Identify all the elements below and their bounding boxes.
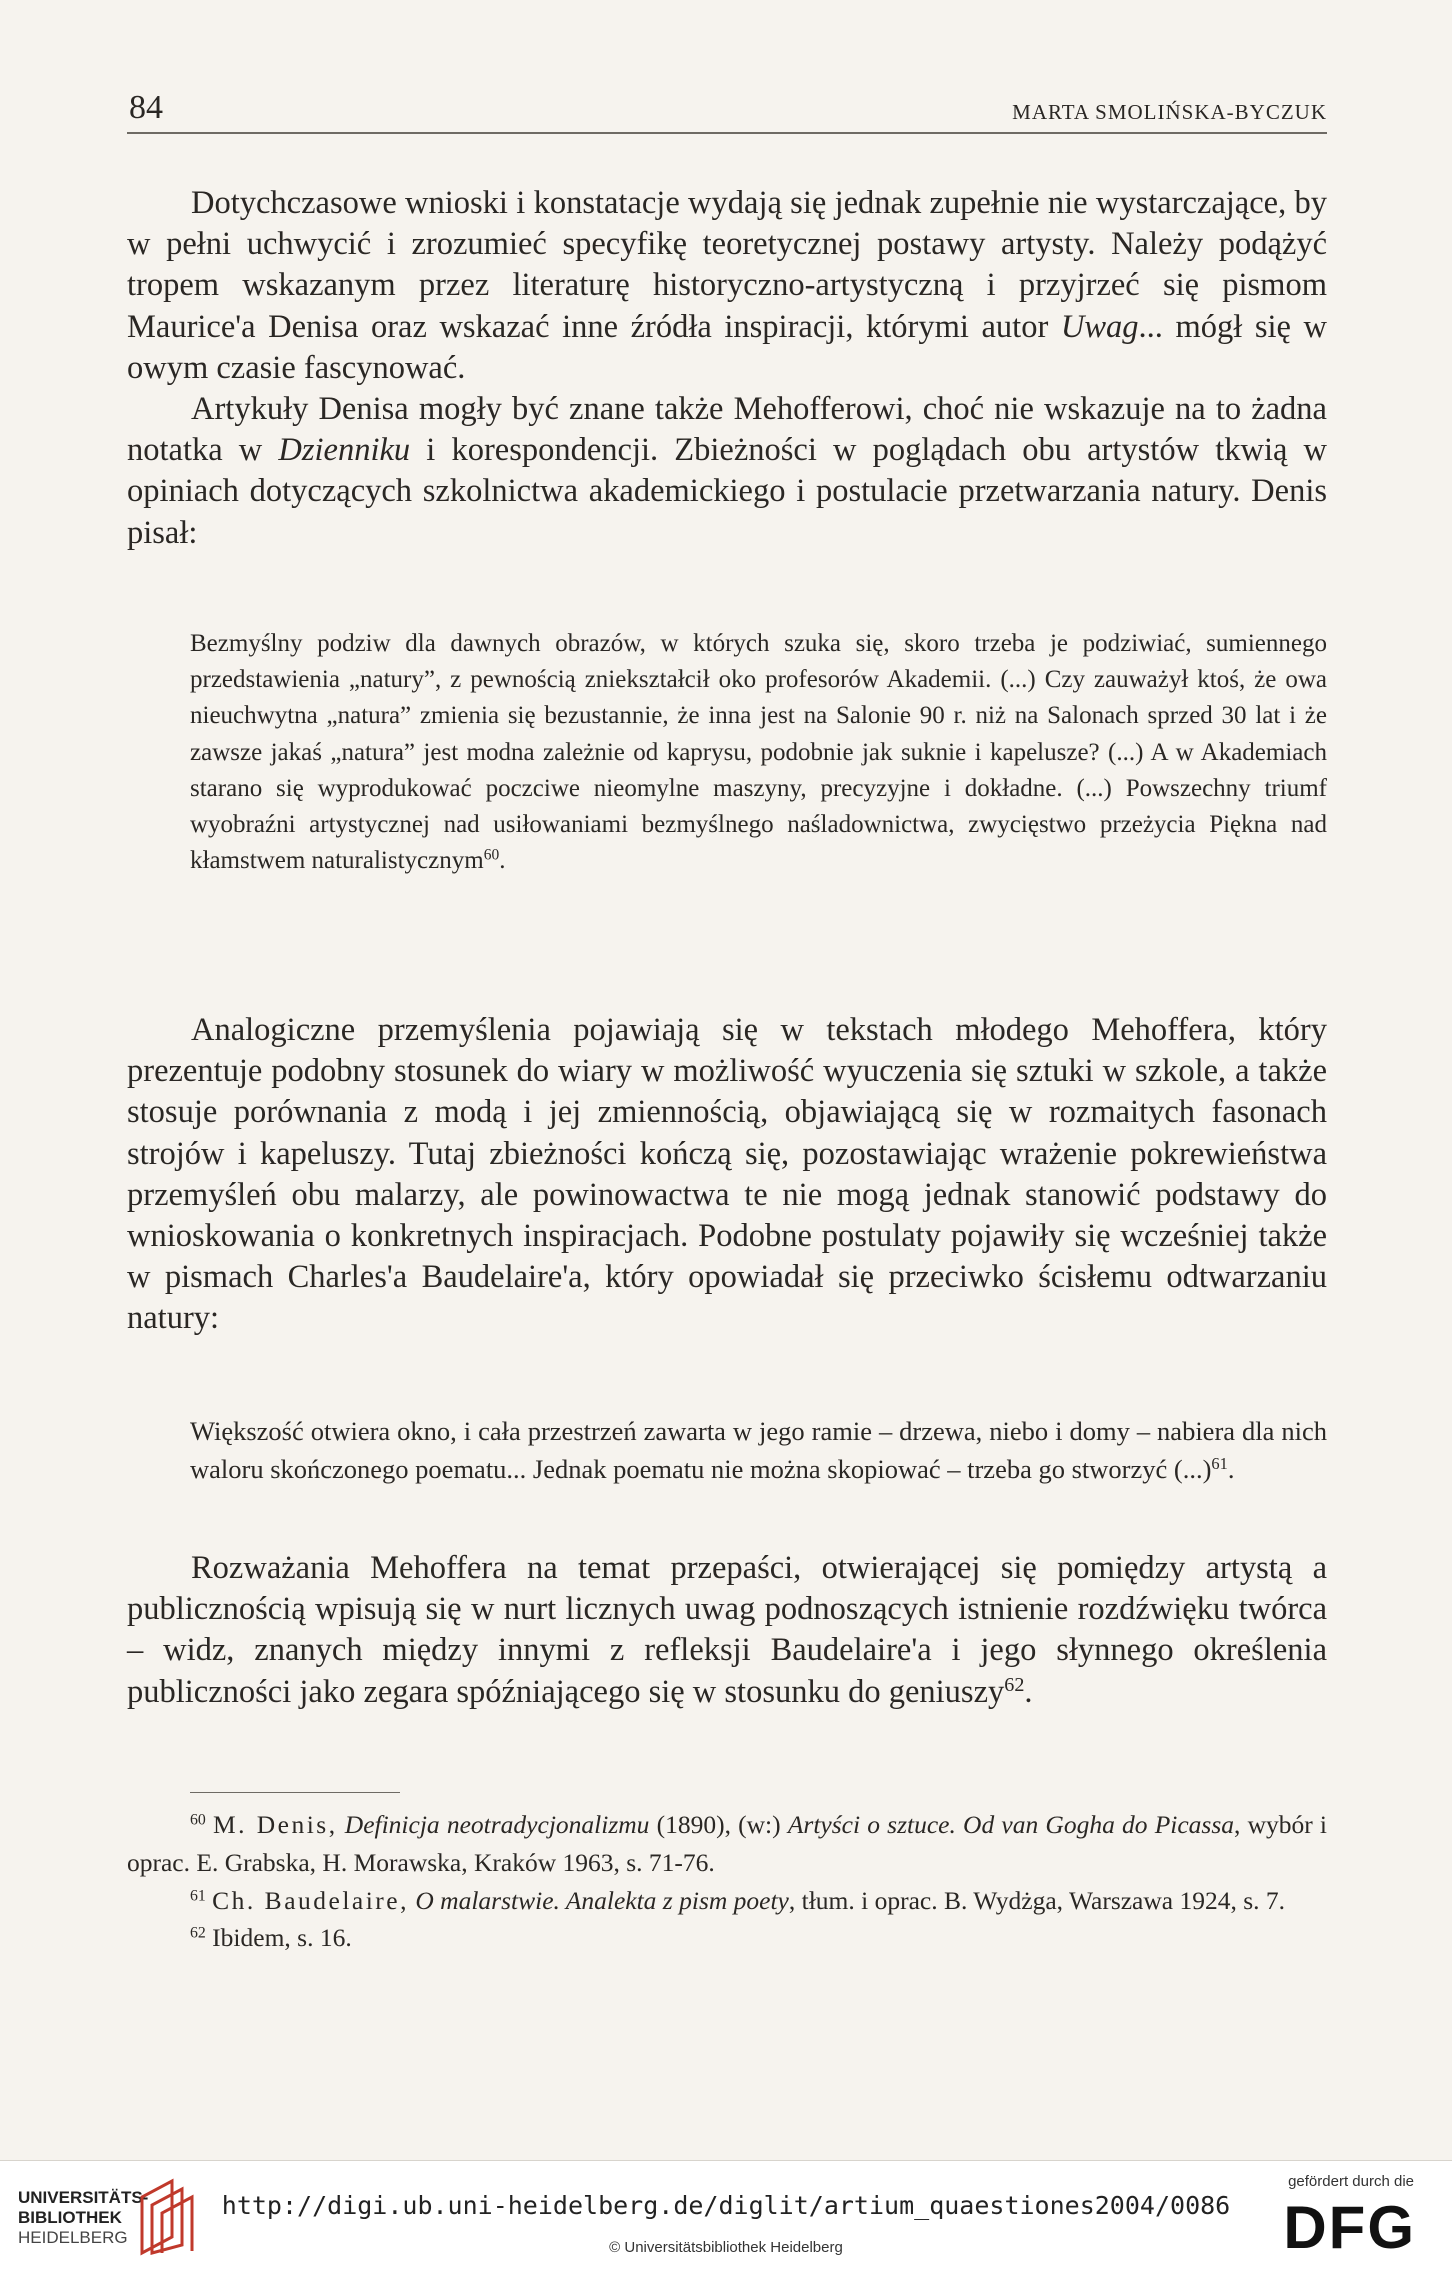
source-url-link[interactable]: http://digi.ub.uni-heidelberg.de/diglit/artium_quaestiones2004/0086 [221,2191,1231,2220]
block-quote-denis: Bezmyślny podziw dla dawnych obrazów, w których szuka się, skoro trzeba je podziwiać, sumiennego przedstawienia „natury”, z pewnością zniekształcił oko profesorów Akademii. (...) Czy zauważył ktoś, że owa nieuchwytna „natura” zmienia się bezustannie, że inna jest na Salonie 90 r. niż na Salonach sprzed 30 lat i że zawsze jakaś „natura” jest modna zależnie od kaprysu, podobnie jak suknie i kapelusze? (...) A w Akademiach starano się wyprodukować poczciwe nieomylne maszyny, precyzyjne i dokładne. (...) Powszechny triumf wyobraźni artystycznej nad usiłowaniami bezmyślnego naśladownictwa, zwycięstwo przeżycia Piękna nad kłamstwem naturalistycznym$^{60}$. [190,630,1327,875]
running-head [127,88,1327,134]
footnote-61: $^{61}$ Ch. Baudelaire, O malarstwie. Analekta z pism poety, tłum. i oprac. B. Wydżga, Warszawa 1924, s. 7. [190,1885,1286,1915]
paragraph-2: Artykuły Denisa mogły być znane także Mehofferowi, choć nie wskazuje na to żadna notatka w Dzienniku i korespondencji. Zbieżności w poglądach obu artystów tkwią w opiniach dotyczących szkolnictwa akademickiego i postulacie przetwarzania natury. Denis pisał: [127,391,1327,551]
footer-bar [0,2160,1452,2270]
copyright-notice: © Universitätsbibliothek Heidelberg [609,2239,843,2256]
dfg-logo: DFG [1283,2194,1416,2261]
footnote-ref-62[interactable]: 62 [1004,1673,1025,1696]
footnote-60: $^{60}$ M. Denis, Definicja neotradycjonalizmu (1890), (w:) Artyści o sztuce. Od van Gogha do Picassa, wybór i oprac. E. Grabska, H. Morawska, Kraków 1963, s. 71-76. [127,1810,1328,1877]
footnote-separator [190,1792,400,1793]
footnote-62: $^{62}$ Ibidem, s. 16. [190,1923,352,1953]
block-quote-baudelaire: Większość otwiera okno, i cała przestrzeń zawarta w jego ramie – drzewa, niebo i domy – nabiera dla nich waloru skończonego poematu... Jednak poematu nie można skopiować – trzeba go stworzyć (...)$^{61}$. [190,1416,1327,1485]
paragraph-4: Rozważania Mehoffera na temat przepaści, otwierającej się pomiędzy artystą a publicznością wpisują się w nurt licznych uwag podnoszących istnienie rozdźwięku twórca – widz, znanych między innymi z refleksji Baudelaire'a i jego słynnego określenia publiczności jako zegara spóźniającego się w stosunku do geniuszy$^{62}$. [127,1550,1327,1710]
footnote-ref-60[interactable]: 60 [483,846,500,864]
running-head-author: MARTA SMOLIŃSKA-BYCZUK [1012,100,1327,124]
footnote-ref-61[interactable]: 61 [1211,1454,1228,1474]
library-name: UNIVERSITÄTS- BIBLIOTHEK HEIDELBERG [18,2188,149,2247]
page-number: 84 [129,89,163,126]
body-text-top [127,183,1327,554]
paragraph-1: Dotychczasowe wnioski i konstatacje wydają się jednak zupełnie nie wystarczające, by w pełni uchwycić i zrozumieć specyfikę teoretycznej postawy artysty. Należy podążyć tropem wskazanym przez literaturę historyczno-artystyczną i przyjrzeć się pismom Maurice'a Denisa oraz wskazać inne źródła inspiracji, którymi autor Uwag... mógł się w owym czasie fascynować. [127,185,1327,386]
funding-label: gefördert durch die [1288,2173,1414,2190]
paragraph-3: Analogiczne przemyślenia pojawiają się w tekstach młodego Mehoffera, który prezentuje podobny stosunek do wiary w możliwość wyuczenia się sztuki w szkole, a także stosuje porównania z modą i jej zmiennością, objawiającą się w rozmaitych fasonach strojów i kapeluszy. Tutaj zbieżności kończą się, pozostawiając wrażenie pokrewieństwa przemyśleń obu malarzy, ale powinowactwa te nie mogą jednak stanowić podstawy do wnioskowania o konkretnych inspiracjach. Podobne postulaty pojawiły się wcześniej także w pismach Charles'a Baudelaire'a, który opowiadał się przeciwko ścisłemu odtwarzaniu natury: [127,1012,1327,1337]
footnotes [127,1806,1327,1957]
